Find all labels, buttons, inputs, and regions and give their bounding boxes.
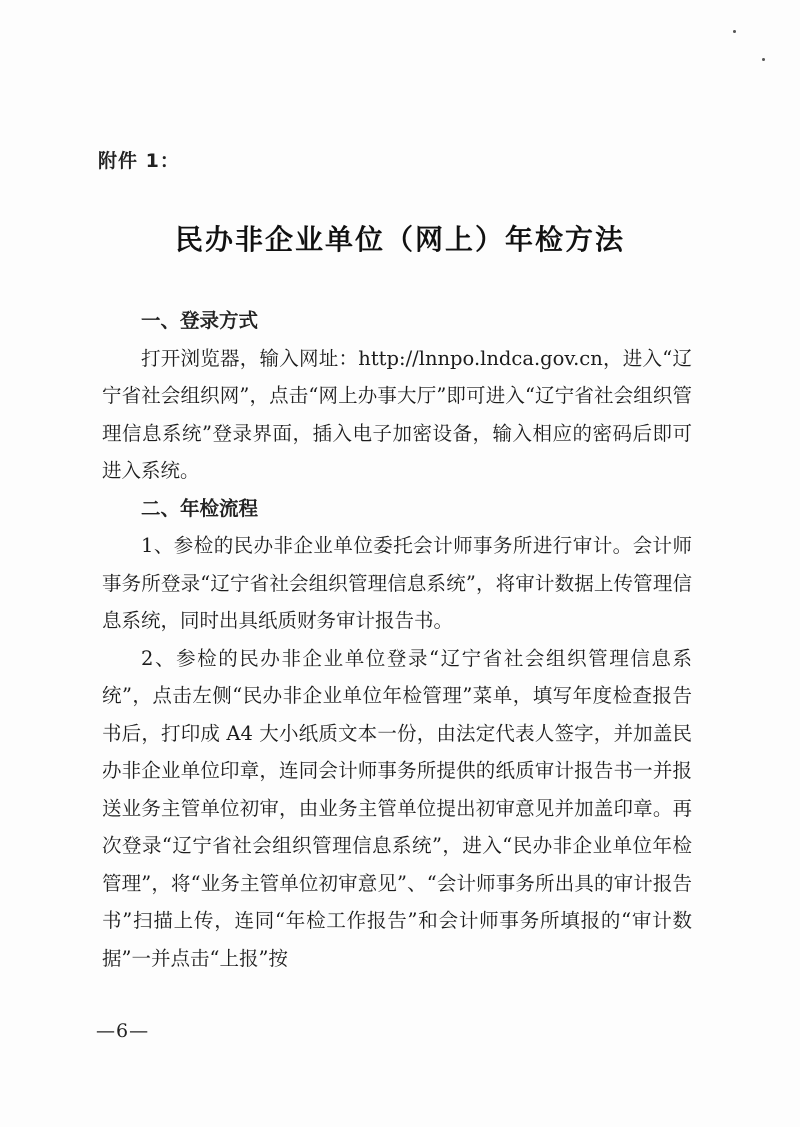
paragraph-step-2: 2、参检的民办非企业单位登录“辽宁省社会组织管理信息系统”，点击左侧“民办非企业单位年检管理”菜单，填写年度检查报告书后，打印成 A4 大小纸质文本一份，由法定代表人签字，并加盖民办非企业单位印章，连同会计师事务所提供的纸质审计报告书一并报送业务主管单位初审，由业务主管单位提出初审意见并加盖印章。再次登录“辽宁省社会组织管理信息系统”，进入“民办非企业单位年检管理”，将“业务主管单位初审意见”、“会计师事务所出具的审计报告书”扫描上传，连同“年检工作报告”和会计师事务所填报的“审计数据”一并点击“上报”按 — [102, 646, 692, 970]
section-heading-login: 一、登录方式 — [141, 309, 259, 332]
attachment-label: 附件 1： — [98, 150, 180, 172]
document-title: 民办非企业单位（网上）年检方法 — [174, 223, 625, 256]
scan-artifact-dot — [762, 58, 765, 61]
paragraph-login: 打开浏览器，输入网址：http://lnnpo.lndca.gov.cn，进入“辽宁省社会组织网”，点击“网上办事大厅”即可进入“辽宁省社会组织管理信息系统”登录界面，插入电子加密设备，输入相应的密码后即可进入系统。 — [102, 346, 692, 482]
document-body — [102, 302, 692, 977]
scan-artifact-dot — [733, 30, 736, 33]
paragraph-step-1: 1、参检的民办非企业单位委托会计师事务所进行审计。会计师事务所登录“辽宁省社会组织管理信息系统”，将审计数据上传管理信息系统，同时出具纸质财务审计报告书。 — [102, 534, 692, 632]
section-heading-process: 二、年检流程 — [141, 496, 259, 520]
page-number: —6— — [96, 1020, 150, 1042]
